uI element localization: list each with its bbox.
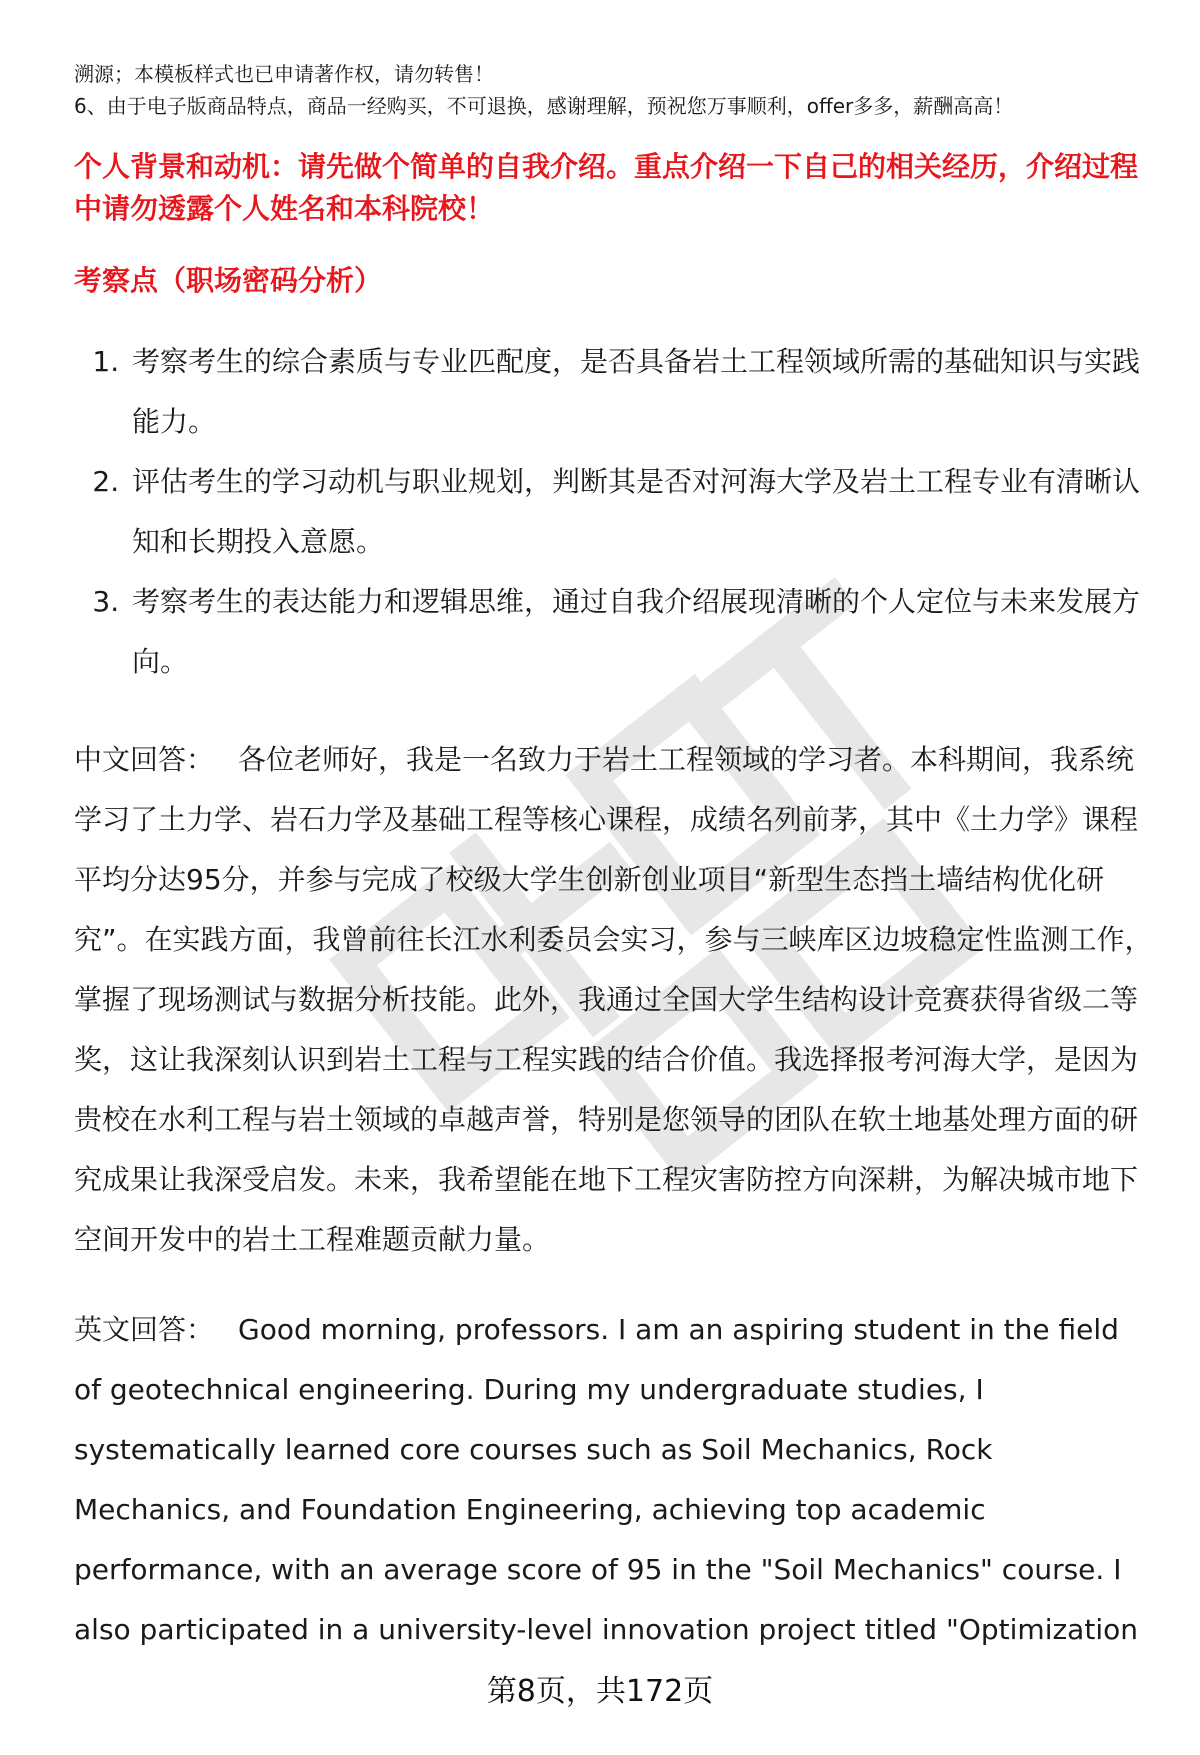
english-answer-label: 英文回答：	[74, 1313, 215, 1346]
assessment-points-list	[74, 332, 1154, 692]
english-answer-text: Good morning, professors. I am an aspiring student in the field of geotechnical engineering. During my undergraduate studies, I systematically learned core courses such as Soil Mechanics, Rock Mechanics, and Foundation Engineering, achieving top academic performance, with an average score of 95 in the "Soil Mechanics" course. I also participated in a university-level innovation project titled "Optimization	[74, 1313, 1138, 1646]
assessment-point: 2. 评估考生的学习动机与职业规划，判断其是否对河海大学及岩土工程专业有清晰认知和长期投入意愿。	[128, 452, 1154, 572]
chinese-answer-paragraph	[74, 730, 1154, 1270]
assessment-title: 考察点（职场密码分析）	[74, 264, 383, 297]
page-number: 第8页，共172页	[486, 1674, 714, 1709]
interview-question: 个人背景和动机：请先做个简单的自我介绍。重点介绍一下自己的相关经历，介绍过程中请勿透露个人姓名和本科院校！	[74, 150, 1139, 225]
english-answer-paragraph	[74, 1300, 1154, 1660]
notice-line: 6、由于电子版商品特点，商品一经购买，不可退换，感谢理解，预祝您万事顺利，offer多多，薪酬高高！	[74, 94, 1014, 118]
chinese-answer-text: 各位老师好，我是一名致力于岩土工程领域的学习者。本科期间，我系统学习了土力学、岩石力学及基础工程等核心课程，成绩名列前茅，其中《土力学》课程平均分达95分，并参与完成了校级大学生创新创业项目“新型生态挡土墙结构优化研究”。在实践方面，我曾前往长江水利委员会实习，参与三峡库区边坡稳定性监测工作，掌握了现场测试与数据分析技能。此外，我通过全国大学生结构设计竞赛获得省级二等奖，这让我深刻认识到岩土工程与工程实践的结合价值。我选择报考河海大学，是因为贵校在水利工程与岩土领域的卓越声誉，特别是您领导的团队在软土地基处理方面的研究成果让我深受启发。未来，我希望能在地下工程灾害防控方向深耕，为解决城市地下空间开发中的岩土工程难题贡献力量。	[74, 743, 1153, 1256]
chinese-answer-label: 中文回答：	[74, 743, 215, 776]
document-page	[74, 58, 1154, 1660]
assessment-point: 1. 考察考生的综合素质与专业匹配度，是否具备岩土工程领域所需的基础知识与实践能力。	[128, 332, 1154, 452]
notice-line: 溯源；本模板样式也已申请著作权，请勿转售！	[74, 62, 494, 86]
assessment-point: 3. 考察考生的表达能力和逻辑思维，通过自我介绍展现清晰的个人定位与未来发展方向。	[128, 572, 1154, 692]
